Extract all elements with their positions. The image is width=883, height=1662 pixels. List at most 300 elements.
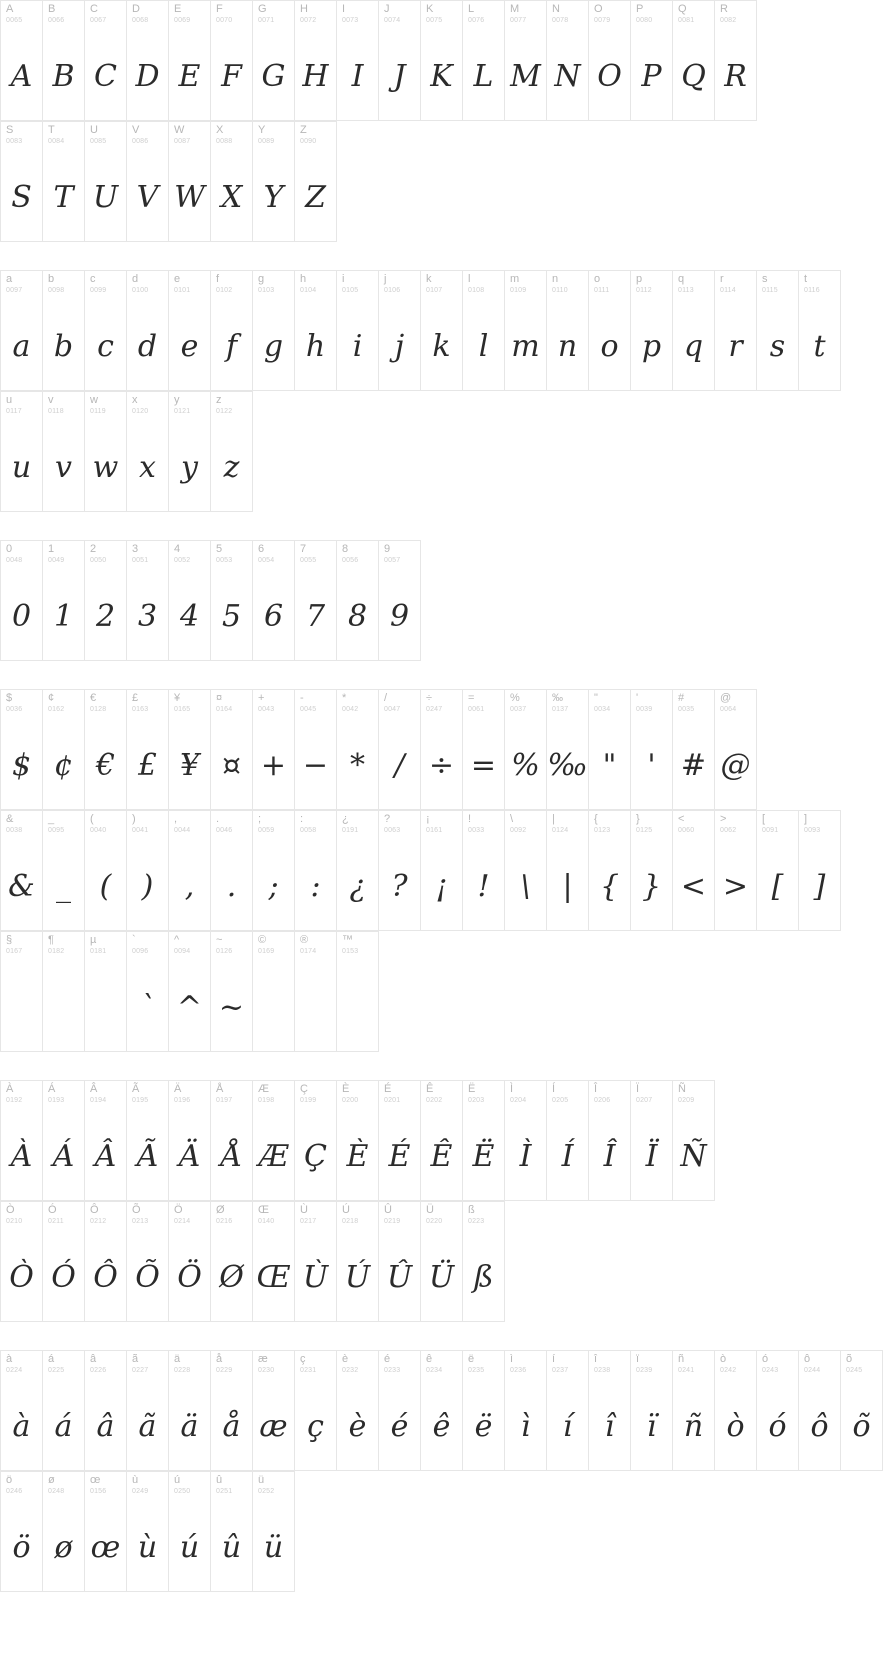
glyph-meta: [678, 1354, 711, 1374]
glyph-cell[interactable]: [169, 690, 211, 810]
glyph-cell[interactable]: [211, 541, 253, 661]
glyph-cell[interactable]: [85, 541, 127, 661]
glyph-char-label: h: [300, 273, 307, 285]
glyph-cell[interactable]: [169, 1081, 211, 1201]
glyph-cell[interactable]: [127, 392, 169, 512]
glyph-code-point: 0053: [216, 557, 233, 564]
glyph-code-point: 0202: [426, 1097, 443, 1104]
glyph-preview: N: [554, 59, 581, 94]
glyph-preview: Ú: [344, 1260, 371, 1295]
glyph-cell[interactable]: [337, 1081, 379, 1201]
glyph-cell[interactable]: [253, 1472, 295, 1592]
glyph-cell[interactable]: [547, 271, 589, 391]
glyph-char-label: \: [510, 813, 514, 825]
glyph-cell[interactable]: [379, 541, 421, 661]
glyph-cell[interactable]: [211, 392, 253, 512]
glyph-cell[interactable]: [379, 1081, 421, 1201]
glyph-cell[interactable]: [85, 1202, 127, 1322]
glyph-cell[interactable]: [211, 271, 253, 391]
glyph-cell[interactable]: [85, 122, 127, 242]
glyph-code-point: 0073: [342, 17, 359, 24]
glyph-cell[interactable]: [253, 1081, 295, 1201]
glyph-cell[interactable]: [1, 1351, 43, 1471]
glyph-cell[interactable]: [673, 1, 715, 121]
glyph-cell[interactable]: [1, 690, 43, 810]
glyph-char-label: o: [594, 273, 601, 285]
glyph-preview: è: [348, 1409, 367, 1444]
glyph-cell[interactable]: [337, 932, 379, 1052]
glyph-cell[interactable]: [589, 271, 631, 391]
glyph-cell[interactable]: [127, 690, 169, 810]
glyph-meta: [258, 4, 291, 24]
glyph-cell[interactable]: [295, 1081, 337, 1201]
glyph-preview: }: [641, 869, 662, 904]
glyph-cell[interactable]: [211, 1351, 253, 1471]
glyph-group-digits: [0, 540, 827, 661]
glyph-cell[interactable]: [379, 1202, 421, 1322]
glyph-cell[interactable]: [85, 1351, 127, 1471]
glyph-cell[interactable]: [631, 690, 673, 810]
glyph-code-point: 0046: [216, 827, 233, 834]
glyph-cell[interactable]: [631, 1081, 673, 1201]
glyph-cell[interactable]: [85, 932, 127, 1052]
glyph-preview: >: [722, 869, 749, 904]
glyph-cell[interactable]: [715, 1351, 757, 1471]
glyph-meta: [678, 4, 711, 24]
glyph-char-label: u: [6, 394, 13, 406]
glyph-preview: k: [432, 329, 451, 364]
glyph-cell[interactable]: [253, 271, 295, 391]
glyph-char-label: 6: [258, 543, 265, 555]
glyph-preview: l: [478, 329, 489, 364]
glyph-cell[interactable]: [463, 1081, 505, 1201]
glyph-char-label: r: [720, 273, 724, 285]
glyph-cell[interactable]: [295, 271, 337, 391]
glyph-code-point: 0060: [678, 827, 695, 834]
glyph-preview: [295, 965, 336, 1051]
glyph-code-point: 0213: [132, 1218, 149, 1225]
glyph-char-label: ÷: [426, 692, 433, 704]
glyph-meta: [384, 693, 417, 713]
glyph-code-point: 0206: [594, 1097, 611, 1104]
glyph-cell[interactable]: [337, 811, 379, 931]
glyph-cell[interactable]: [43, 122, 85, 242]
glyph-cell[interactable]: [253, 1202, 295, 1322]
glyph-cell[interactable]: [127, 1081, 169, 1201]
glyph-cell[interactable]: [253, 1, 295, 121]
glyph-cell[interactable]: [337, 1351, 379, 1471]
glyph-meta: [804, 814, 837, 834]
glyph-meta: [678, 1084, 711, 1104]
glyph-code-point: 0122: [216, 408, 233, 415]
glyph-cell[interactable]: [295, 122, 337, 242]
glyph-row: [0, 0, 757, 121]
glyph-char-label: t: [804, 273, 808, 285]
glyph-cell[interactable]: [715, 690, 757, 810]
glyph-cell[interactable]: [253, 122, 295, 242]
glyph-cell[interactable]: [1, 1081, 43, 1201]
glyph-cell[interactable]: [169, 1472, 211, 1592]
glyph-cell[interactable]: [169, 1202, 211, 1322]
glyph-meta: [174, 693, 207, 713]
glyph-cell[interactable]: [85, 271, 127, 391]
glyph-cell[interactable]: [631, 271, 673, 391]
glyph-preview: [85, 965, 126, 1051]
glyph-char-label: £: [132, 692, 139, 704]
glyph-code-point: 0224: [6, 1367, 23, 1374]
glyph-cell[interactable]: [463, 1202, 505, 1322]
glyph-cell[interactable]: [505, 1081, 547, 1201]
glyph-cell[interactable]: [169, 271, 211, 391]
glyph-char-label: Ü: [426, 1204, 434, 1216]
glyph-cell[interactable]: [421, 690, 463, 810]
glyph-cell[interactable]: [43, 271, 85, 391]
glyph-cell[interactable]: [715, 1, 757, 121]
glyph-char-label: ¡: [426, 813, 430, 825]
glyph-meta: [552, 1084, 585, 1104]
glyph-cell[interactable]: [43, 541, 85, 661]
glyph-cell[interactable]: [505, 690, 547, 810]
glyph-cell[interactable]: [337, 541, 379, 661]
glyph-char-label: Å: [216, 1083, 224, 1095]
glyph-preview: \: [520, 869, 531, 904]
glyph-code-point: 0207: [636, 1097, 653, 1104]
glyph-char-label: 2: [90, 543, 97, 555]
glyph-cell[interactable]: [547, 690, 589, 810]
glyph-code-point: 0077: [510, 17, 527, 24]
glyph-cell[interactable]: [253, 541, 295, 661]
glyph-meta: [594, 4, 627, 24]
glyph-cell[interactable]: [295, 811, 337, 931]
glyph-code-point: 0203: [468, 1097, 485, 1104]
glyph-code-point: 0244: [804, 1367, 821, 1374]
glyph-preview: J: [393, 59, 406, 94]
glyph-cell[interactable]: [43, 1351, 85, 1471]
glyph-char-label: 3: [132, 543, 139, 555]
glyph-preview: Ø: [219, 1260, 244, 1295]
glyph-cell[interactable]: [43, 392, 85, 512]
glyph-cell[interactable]: [43, 932, 85, 1052]
glyph-cell[interactable]: [673, 1081, 715, 1201]
glyph-code-point: 0209: [678, 1097, 695, 1104]
glyph-preview: Ì: [519, 1139, 532, 1174]
glyph-cell[interactable]: [85, 690, 127, 810]
glyph-meta: [216, 4, 249, 24]
glyph-preview: |: [562, 869, 573, 904]
glyph-meta: [384, 1205, 417, 1225]
glyph-cell[interactable]: [211, 1, 253, 121]
glyph-cell[interactable]: [211, 811, 253, 931]
glyph-cell[interactable]: [169, 1351, 211, 1471]
glyph-cell[interactable]: [43, 1472, 85, 1592]
glyph-preview: ù: [137, 1530, 158, 1565]
glyph-cell[interactable]: [211, 1081, 253, 1201]
glyph-cell[interactable]: [463, 271, 505, 391]
glyph-meta: [6, 274, 39, 294]
glyph-cell[interactable]: [127, 932, 169, 1052]
glyph-preview: É: [388, 1139, 411, 1174]
glyph-code-point: 0181: [90, 948, 107, 955]
glyph-char-label: Æ: [258, 1083, 269, 1095]
glyph-char-label: ú: [174, 1474, 181, 1486]
group-separator: [0, 512, 827, 540]
glyph-cell[interactable]: [841, 1351, 883, 1471]
glyph-cell[interactable]: [295, 541, 337, 661]
glyph-code-point: 0231: [300, 1367, 317, 1374]
group-separator: [0, 661, 827, 689]
glyph-cell[interactable]: [379, 1351, 421, 1471]
glyph-char-label: ^: [174, 934, 180, 946]
glyph-cell[interactable]: [463, 1351, 505, 1471]
glyph-preview: j: [394, 329, 405, 364]
glyph-cell[interactable]: [1, 271, 43, 391]
glyph-cell[interactable]: [43, 1, 85, 121]
glyph-cell[interactable]: [379, 1, 421, 121]
glyph-char-label: x: [132, 394, 138, 406]
glyph-cell[interactable]: [127, 1, 169, 121]
glyph-cell[interactable]: [505, 811, 547, 931]
glyph-preview: +: [260, 748, 287, 783]
glyph-cell[interactable]: [85, 392, 127, 512]
glyph-char-label: ,: [174, 813, 178, 825]
glyph-cell[interactable]: [43, 690, 85, 810]
glyph-code-point: 0037: [510, 706, 527, 713]
glyph-meta: [468, 693, 501, 713]
glyph-cell[interactable]: [43, 1081, 85, 1201]
glyph-cell[interactable]: [589, 690, 631, 810]
glyph-cell[interactable]: [1, 541, 43, 661]
glyph-cell[interactable]: [127, 541, 169, 661]
glyph-cell[interactable]: [295, 1202, 337, 1322]
glyph-cell[interactable]: [337, 1, 379, 121]
glyph-meta: [258, 1354, 291, 1374]
glyph-preview: ç: [307, 1409, 324, 1444]
glyph-meta: [594, 274, 627, 294]
glyph-code-point: 0191: [342, 827, 359, 834]
glyph-cell[interactable]: [421, 1, 463, 121]
glyph-cell[interactable]: [127, 1351, 169, 1471]
glyph-cell[interactable]: [127, 271, 169, 391]
glyph-char-label: k: [426, 273, 432, 285]
glyph-cell[interactable]: [211, 122, 253, 242]
glyph-cell[interactable]: [757, 811, 799, 931]
glyph-cell[interactable]: [631, 1351, 673, 1471]
glyph-cell[interactable]: [169, 932, 211, 1052]
glyph-cell[interactable]: [421, 1202, 463, 1322]
glyph-cell[interactable]: [673, 1351, 715, 1471]
glyph-meta: [636, 693, 669, 713]
glyph-cell[interactable]: [85, 1472, 127, 1592]
glyph-cell[interactable]: [295, 690, 337, 810]
glyph-cell[interactable]: [799, 811, 841, 931]
glyph-cell[interactable]: [379, 271, 421, 391]
glyph-cell[interactable]: [85, 1, 127, 121]
glyph-char-label: È: [342, 1083, 350, 1095]
glyph-cell[interactable]: [589, 1351, 631, 1471]
glyph-cell[interactable]: [673, 271, 715, 391]
glyph-preview: P: [641, 59, 662, 94]
glyph-preview: r: [728, 329, 743, 364]
glyph-cell[interactable]: [253, 932, 295, 1052]
glyph-cell[interactable]: [631, 811, 673, 931]
glyph-preview: æ: [259, 1409, 288, 1444]
glyph-meta: [90, 1475, 123, 1495]
glyph-cell[interactable]: [547, 811, 589, 931]
glyph-meta: [258, 1084, 291, 1104]
glyph-meta: [468, 1354, 501, 1374]
glyph-cell[interactable]: [1, 122, 43, 242]
glyph-char-label: ‰: [552, 692, 563, 704]
glyph-cell[interactable]: [85, 1081, 127, 1201]
glyph-cell[interactable]: [547, 1081, 589, 1201]
glyph-cell[interactable]: [505, 271, 547, 391]
glyph-cell[interactable]: [253, 1351, 295, 1471]
glyph-char-label: û: [216, 1474, 223, 1486]
glyph-preview: p: [641, 329, 662, 364]
glyph-meta: [426, 1205, 459, 1225]
glyph-cell[interactable]: [169, 1, 211, 121]
glyph-code-point: 0079: [594, 17, 611, 24]
glyph-cell[interactable]: [253, 690, 295, 810]
glyph-cell[interactable]: [463, 690, 505, 810]
glyph-cell[interactable]: [463, 1, 505, 121]
glyph-code-point: 0182: [48, 948, 65, 955]
glyph-cell[interactable]: [211, 690, 253, 810]
glyph-code-point: 0044: [174, 827, 191, 834]
glyph-cell[interactable]: [715, 811, 757, 931]
glyph-cell[interactable]: [337, 690, 379, 810]
glyph-cell[interactable]: [421, 271, 463, 391]
glyph-code-point: 0034: [594, 706, 611, 713]
glyph-cell[interactable]: [295, 1351, 337, 1471]
glyph-cell[interactable]: [337, 271, 379, 391]
glyph-cell[interactable]: [757, 271, 799, 391]
glyph-cell[interactable]: [673, 690, 715, 810]
glyph-meta: [468, 1205, 501, 1225]
glyph-cell[interactable]: [211, 932, 253, 1052]
glyph-cell[interactable]: [379, 690, 421, 810]
glyph-meta: [426, 4, 459, 24]
glyph-code-point: 0082: [720, 17, 737, 24]
glyph-meta: [216, 935, 249, 955]
glyph-preview: −: [302, 748, 329, 783]
glyph-cell[interactable]: [85, 811, 127, 931]
glyph-cell[interactable]: [547, 1351, 589, 1471]
glyph-preview: ^: [176, 990, 203, 1025]
glyph-cell[interactable]: [43, 1202, 85, 1322]
glyph-preview: %: [511, 748, 540, 783]
glyph-char-label: `: [132, 934, 136, 946]
glyph-code-point: 0074: [384, 17, 401, 24]
glyph-cell[interactable]: [337, 1202, 379, 1322]
glyph-preview: Ó: [51, 1260, 76, 1295]
glyph-char-label: b: [48, 273, 55, 285]
glyph-cell[interactable]: [757, 1351, 799, 1471]
glyph-cell[interactable]: [547, 1, 589, 121]
glyph-cell[interactable]: [1, 1472, 43, 1592]
glyph-char-label: Â: [90, 1083, 98, 1095]
glyph-code-point: 0033: [468, 827, 485, 834]
glyph-cell[interactable]: [715, 271, 757, 391]
glyph-cell[interactable]: [589, 1, 631, 121]
glyph-cell[interactable]: [295, 1, 337, 121]
glyph-cell[interactable]: [1, 392, 43, 512]
glyph-cell[interactable]: [379, 811, 421, 931]
glyph-cell[interactable]: [169, 541, 211, 661]
glyph-cell[interactable]: [673, 811, 715, 931]
glyph-cell[interactable]: [421, 811, 463, 931]
glyph-char-label: 1: [48, 543, 55, 555]
glyph-cell[interactable]: [211, 1202, 253, 1322]
glyph-row: [0, 540, 421, 661]
glyph-cell[interactable]: [589, 1081, 631, 1201]
glyph-cell[interactable]: [799, 271, 841, 391]
glyph-cell[interactable]: [295, 932, 337, 1052]
glyph-cell[interactable]: [127, 1202, 169, 1322]
glyph-cell[interactable]: [505, 1351, 547, 1471]
glyph-code-point: 0128: [90, 706, 107, 713]
glyph-code-point: 0058: [300, 827, 317, 834]
glyph-preview: x: [139, 450, 156, 485]
glyph-cell[interactable]: [1, 811, 43, 931]
glyph-cell[interactable]: [1, 1, 43, 121]
glyph-cell[interactable]: [1, 1202, 43, 1322]
glyph-cell[interactable]: [421, 1081, 463, 1201]
glyph-meta: [132, 1354, 165, 1374]
glyph-char-label: ™: [342, 934, 353, 946]
glyph-cell[interactable]: [127, 1472, 169, 1592]
glyph-char-label: ?: [384, 813, 391, 825]
glyph-meta: [48, 125, 81, 145]
glyph-preview: î: [604, 1409, 615, 1444]
glyph-char-label: Õ: [132, 1204, 141, 1216]
glyph-char-label: H: [300, 3, 308, 15]
glyph-code-point: 0117: [6, 408, 22, 415]
glyph-code-point: 0192: [6, 1097, 23, 1104]
glyph-cell[interactable]: [631, 1, 673, 121]
glyph-code-point: 0100: [132, 287, 149, 294]
glyph-meta: [384, 1354, 417, 1374]
glyph-meta: [384, 814, 417, 834]
glyph-meta: [258, 274, 291, 294]
glyph-meta: [300, 544, 333, 564]
glyph-cell[interactable]: [211, 1472, 253, 1592]
glyph-preview: Î: [603, 1139, 616, 1174]
glyph-char-label: Ë: [468, 1083, 476, 1095]
glyph-cell[interactable]: [589, 811, 631, 931]
glyph-cell[interactable]: [1, 932, 43, 1052]
glyph-cell[interactable]: [43, 811, 85, 931]
glyph-char-label: ¢: [48, 692, 55, 704]
glyph-cell[interactable]: [169, 122, 211, 242]
glyph-preview: ß: [473, 1260, 494, 1295]
glyph-cell[interactable]: [799, 1351, 841, 1471]
glyph-cell[interactable]: [169, 392, 211, 512]
glyph-cell[interactable]: [127, 122, 169, 242]
glyph-code-point: 0225: [48, 1367, 65, 1374]
glyph-char-label: 8: [342, 543, 349, 555]
glyph-char-label: q: [678, 273, 685, 285]
glyph-cell[interactable]: [421, 1351, 463, 1471]
glyph-cell[interactable]: [169, 811, 211, 931]
glyph-code-point: 0061: [468, 706, 485, 713]
glyph-preview: ñ: [683, 1409, 704, 1444]
glyph-cell[interactable]: [127, 811, 169, 931]
glyph-cell[interactable]: [463, 811, 505, 931]
glyph-code-point: 0232: [342, 1367, 359, 1374]
glyph-cell[interactable]: [253, 811, 295, 931]
glyph-cell[interactable]: [505, 1, 547, 121]
